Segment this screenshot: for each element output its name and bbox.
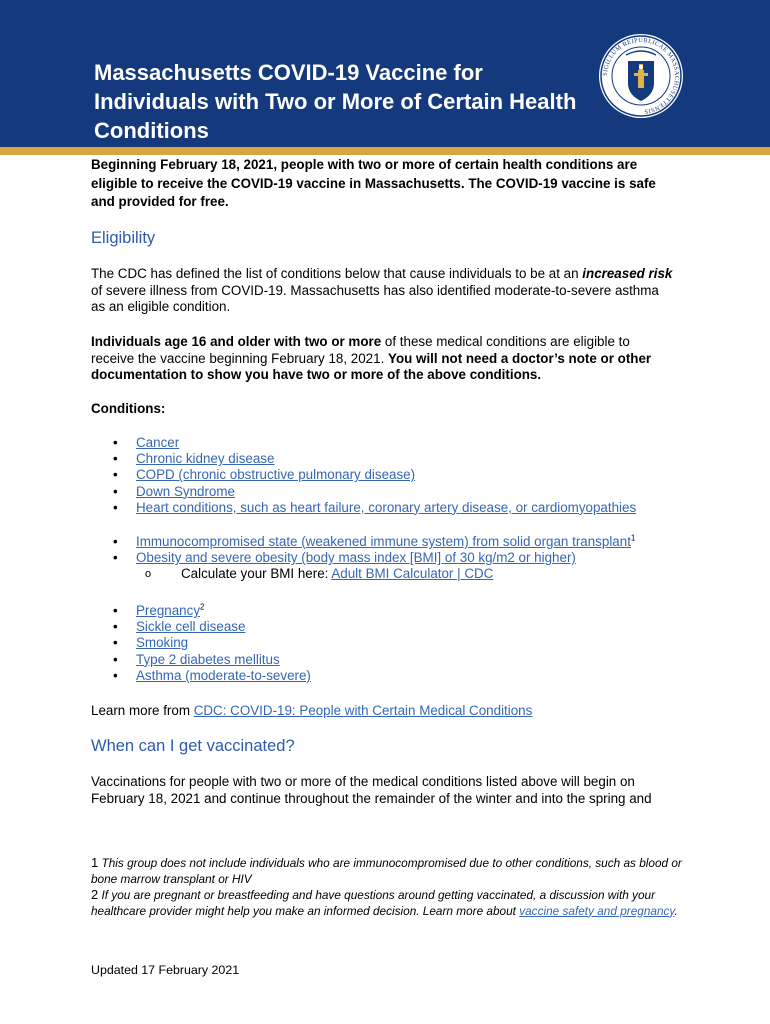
- massachusetts-seal-icon: [598, 33, 684, 119]
- list-item: [91, 635, 311, 651]
- list-item: [91, 484, 636, 500]
- eligibility-heading: Eligibility: [91, 229, 156, 247]
- conditions-list-3: [91, 603, 311, 684]
- condition-link[interactable]: Chronic kidney disease: [136, 451, 275, 467]
- age-paragraph: Individuals age 16 and older with two or more of these medical conditions are eligible to receive the vaccine beginning February 18, 2021. You will not need a doctor’s note or other documentation to show you have two or more of the above conditions.: [91, 334, 652, 382]
- list-item: [91, 534, 635, 550]
- conditions-label: Conditions:: [91, 401, 166, 416]
- header-banner: [0, 0, 770, 147]
- when-paragraph: Vaccinations for people with two or more of the medical conditions listed above will begin on February 18, 2021 and continue throughout the remainder of the winter and into the spring and: [91, 774, 652, 806]
- condition-link[interactable]: Immunocompromised state (weakened immune system) from solid organ transplant: [136, 534, 631, 549]
- list-item: [91, 603, 311, 619]
- condition-link[interactable]: Heart conditions, such as heart failure, coronary artery disease, or cardiomyopathies: [136, 499, 637, 515]
- when-heading: When can I get vaccinated?: [91, 737, 295, 755]
- footnote-1: 1 This group does not include individuals who are immunocompromised due to other conditions, such as blood or bone marrow transplant or HIV: [91, 855, 682, 886]
- list-item: [91, 500, 636, 516]
- eligibility-paragraph: The CDC has defined the list of conditions below that cause individuals to be at an increased risk of severe illness from COVID-19. Massachusetts has also identified moderate-to-severe asthma as an eligible condition.: [91, 266, 673, 314]
- gold-divider: [0, 147, 770, 155]
- updated-date: Updated 17 February 2021: [91, 963, 240, 977]
- bmi-calculator-link[interactable]: Adult BMI Calculator | CDC: [331, 566, 494, 582]
- cdc-conditions-link[interactable]: CDC: COVID-19: People with Certain Medical Conditions: [193, 703, 533, 718]
- footnote-ref: 2: [200, 602, 205, 612]
- document-title: Massachusetts COVID-19 Vaccine for Individuals with Two or More of Certain Health Conditions: [94, 60, 577, 143]
- condition-link[interactable]: Sickle cell disease: [136, 619, 246, 635]
- footnote-ref: 1: [630, 533, 636, 543]
- list-item: [91, 652, 311, 668]
- condition-link[interactable]: Down Syndrome: [136, 483, 235, 499]
- list-item: [91, 668, 311, 684]
- condition-link[interactable]: Cancer: [136, 435, 180, 450]
- learn-more-line: Learn more from CDC: COVID-19: People with Certain Medical Conditions: [91, 703, 533, 718]
- condition-link[interactable]: Pregnancy: [136, 603, 201, 618]
- seal-text: SIGILLUM REIPUBLICAE MASSACHUSETTENSIS: [601, 36, 681, 115]
- conditions-list-1: [91, 435, 636, 516]
- conditions-list-2: [91, 534, 635, 583]
- condition-link[interactable]: Obesity and severe obesity (body mass index [BMI] of 30 kg/m2 or higher): [136, 550, 576, 566]
- list-item: [91, 451, 636, 467]
- list-item: [91, 435, 636, 451]
- footnotes: [91, 855, 691, 919]
- vaccine-pregnancy-link[interactable]: vaccine safety and pregnancy: [519, 903, 675, 918]
- condition-link[interactable]: Smoking: [136, 635, 189, 651]
- condition-link[interactable]: COPD (chronic obstructive pulmonary disease): [136, 467, 416, 483]
- list-item: [91, 619, 311, 635]
- condition-link[interactable]: Type 2 diabetes mellitus: [136, 651, 280, 667]
- intro-paragraph: Beginning February 18, 2021, people with two or more of certain health conditions are eligible to receive the COVID-19 vaccine in Massachusetts. The COVID-19 vaccine is safe and provided for free.: [91, 157, 656, 209]
- list-item: [91, 467, 636, 483]
- footnote-2: 2 If you are pregnant or breastfeeding and have questions around getting vaccinated, a discussion with your healthcare provider might help you make an informed decision. Learn more about vaccine safety and pregnancy.: [91, 887, 678, 918]
- list-item: o Calculate your BMI here: Adult BMI Calculator | CDC: [91, 566, 635, 582]
- list-item: [91, 550, 635, 566]
- condition-link[interactable]: Asthma (moderate-to-severe): [136, 667, 311, 683]
